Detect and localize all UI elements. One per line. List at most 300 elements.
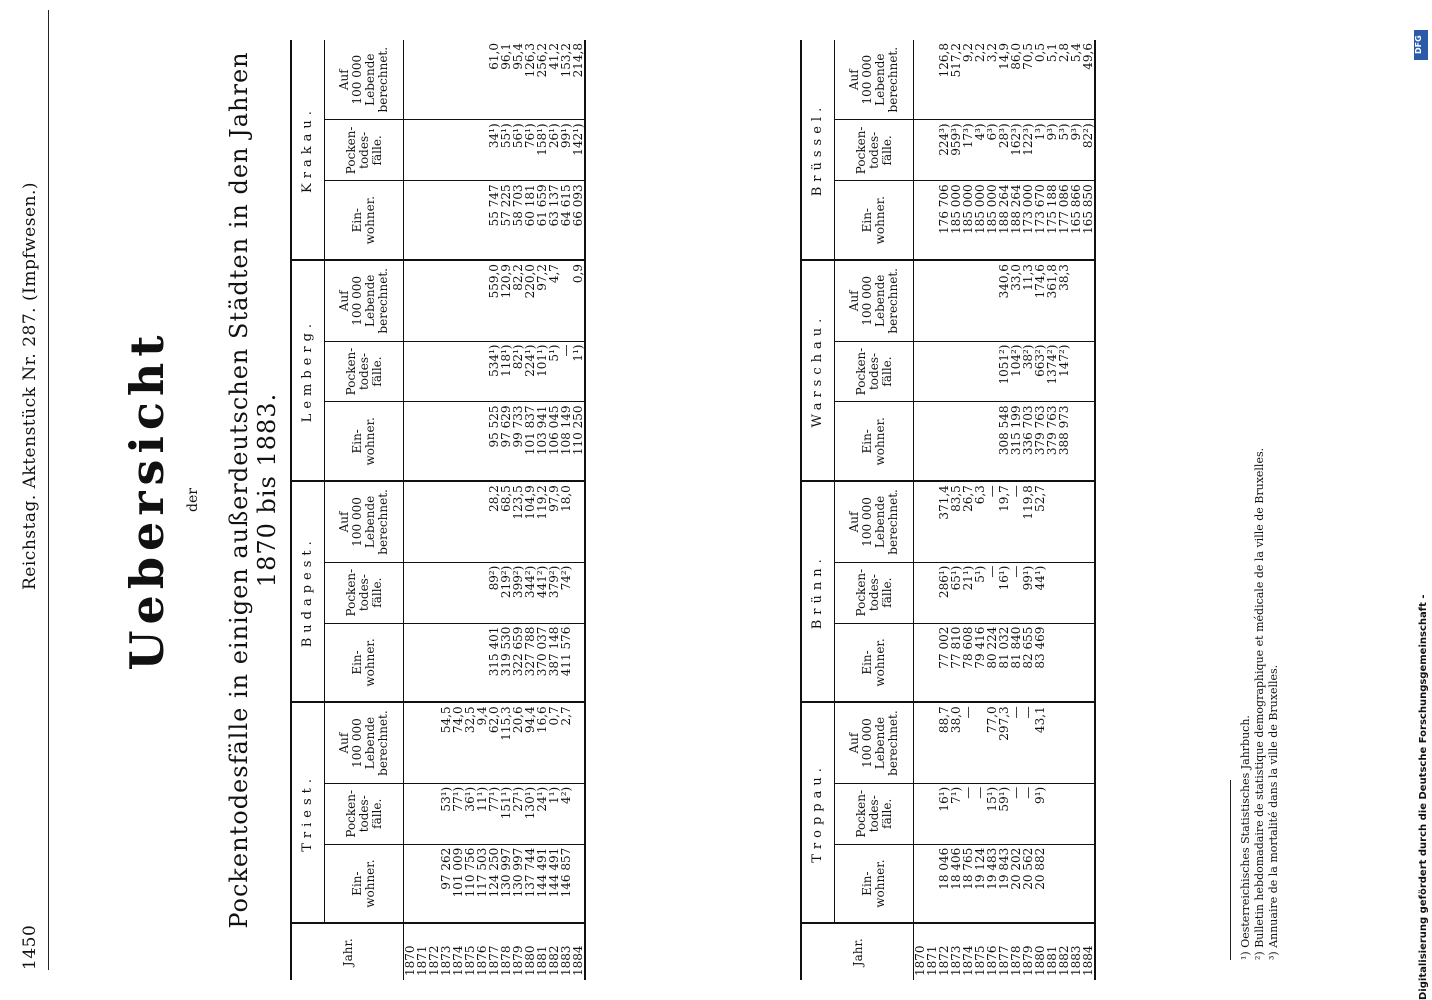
pocken-cell: 59¹) [998, 783, 1010, 844]
pocken-cell: 101¹) [536, 341, 548, 402]
auf-cell [572, 481, 585, 562]
year-cell: 1883 [560, 923, 572, 980]
auf-cell: 86,0 [1010, 40, 1022, 120]
page-number: 1450 [20, 924, 40, 970]
auf-cell: 38,0 [950, 702, 962, 783]
auf-cell: 123,5 [512, 481, 524, 562]
einwohner-cell: 77 002 [938, 623, 950, 702]
auf-cell [416, 481, 428, 562]
auf-cell [1070, 702, 1082, 783]
einwohner-cell: 61 659 [536, 181, 548, 260]
einwohner-cell: 185 000 [974, 181, 986, 260]
table-row [404, 40, 417, 980]
auf-cell: 559,0 [488, 260, 500, 341]
pocken-cell: 76¹) [524, 120, 536, 181]
einwohner-cell: 177 086 [1058, 181, 1070, 260]
auf-cell: 83,5 [950, 481, 962, 562]
einwohner-cell: 117 503 [476, 844, 488, 923]
einwohner-cell: 322 659 [512, 623, 524, 702]
document-subtitle: Pockentodesfälle in einigen außerdeutschen Städten in den Jahren 1870 bis 1883. [225, 51, 281, 929]
year-header: Jahr. [801, 923, 914, 980]
einwohner-cell [572, 623, 585, 702]
footnote-3: ³) Annuaire de la mortalité dans la ville de Bruxelles. [1267, 664, 1280, 960]
pocken-cell: 142¹) [572, 120, 585, 181]
year-cell: 1882 [1058, 923, 1070, 980]
einwohner-cell: 124 250 [488, 844, 500, 923]
pocken-cell [572, 562, 585, 623]
year-cell: 1881 [1046, 923, 1058, 980]
einwohner-cell [1046, 623, 1058, 702]
einwohner-cell: 175 188 [1046, 181, 1058, 260]
pocken-cell [1046, 562, 1058, 623]
auf-cell: 517,2 [950, 40, 962, 120]
auf-cell [572, 702, 585, 783]
auf-cell [938, 260, 950, 341]
auf-cell: 126,3 [524, 40, 536, 120]
einwohner-cell [452, 402, 464, 481]
auf-cell: 115,3 [500, 702, 512, 783]
auf-cell: 95,4 [512, 40, 524, 120]
table-row [440, 40, 452, 980]
auf-cell [1046, 702, 1058, 783]
rate-header: Auf 100 000 Lebende berechnet. [325, 260, 404, 341]
auf-cell [404, 40, 417, 120]
auf-cell [404, 481, 417, 562]
auf-cell: 6,3 [974, 481, 986, 562]
pocken-cell: 55¹) [500, 120, 512, 181]
pocken-header: Pocken- todes- fälle. [835, 562, 914, 623]
einwohner-header: Ein- wohner. [835, 181, 914, 260]
pocken-cell: — [560, 341, 572, 402]
einwohner-cell: 144 491 [548, 844, 560, 923]
year-cell: 1871 [416, 923, 428, 980]
einwohner-cell: 130 997 [500, 844, 512, 923]
pocken-cell [416, 120, 428, 181]
pocken-cell: 1¹) [548, 783, 560, 844]
auf-cell: 33,0 [1010, 260, 1022, 341]
auf-cell [464, 481, 476, 562]
pocken-cell: 118¹) [500, 341, 512, 402]
pocken-cell: 441²) [536, 562, 548, 623]
pocken-cell: 24¹) [536, 783, 548, 844]
auf-cell: 28,2 [488, 481, 500, 562]
pocken-cell [926, 341, 938, 402]
einwohner-cell: 146 857 [560, 844, 572, 923]
pocken-cell [452, 120, 464, 181]
digitization-credit [1410, 20, 1432, 1000]
table-row [428, 40, 440, 980]
einwohner-cell: 79 416 [974, 623, 986, 702]
pocken-cell [938, 341, 950, 402]
table-row [1058, 40, 1070, 980]
pocken-cell [914, 120, 927, 181]
auf-cell: 26,7 [962, 481, 974, 562]
einwohner-cell [1082, 844, 1095, 923]
rate-header: Auf 100 000 Lebende berechnet. [835, 481, 914, 562]
einwohner-cell [974, 402, 986, 481]
auf-cell [404, 260, 417, 341]
city-header: Brünn. [801, 481, 835, 702]
pocken-cell: 9¹) [1034, 783, 1046, 844]
einwohner-cell [926, 402, 938, 481]
pocken-header: Pocken- todes- fälle. [325, 562, 404, 623]
einwohner-cell [464, 623, 476, 702]
pocken-cell [962, 341, 974, 402]
auf-cell [1058, 702, 1070, 783]
rate-header: Auf 100 000 Lebende berechnet. [835, 260, 914, 341]
auf-cell [416, 40, 428, 120]
pocken-cell: 4³) [974, 120, 986, 181]
pocken-cell [572, 783, 585, 844]
pocken-cell [1070, 562, 1082, 623]
einwohner-cell [950, 402, 962, 481]
year-cell: 1875 [974, 923, 986, 980]
year-cell: 1882 [548, 923, 560, 980]
einwohner-cell: 388 973 [1058, 402, 1070, 481]
einwohner-cell [1058, 623, 1070, 702]
einwohner-cell: 19 843 [998, 844, 1010, 923]
pocken-cell: 224³) [938, 120, 950, 181]
auf-cell: 371,4 [938, 481, 950, 562]
pocken-cell: 5³) [1058, 120, 1070, 181]
pocken-cell: 344²) [524, 562, 536, 623]
pocken-cell: 5¹) [548, 341, 560, 402]
einwohner-cell: 176 706 [938, 181, 950, 260]
einwohner-cell: 108 149 [560, 402, 572, 481]
auf-cell [464, 40, 476, 120]
einwohner-cell [416, 181, 428, 260]
auf-cell: — [962, 702, 974, 783]
auf-cell: 256,2 [536, 40, 548, 120]
pocken-cell [1070, 783, 1082, 844]
einwohner-header: Ein- wohner. [325, 623, 404, 702]
einwohner-cell: 97 262 [440, 844, 452, 923]
auf-cell [1082, 481, 1095, 562]
year-cell: 1872 [938, 923, 950, 980]
einwohner-cell: 110 250 [572, 402, 585, 481]
einwohner-cell: 185 000 [950, 181, 962, 260]
auf-cell [914, 40, 927, 120]
pocken-cell: 77¹) [488, 783, 500, 844]
einwohner-cell [938, 402, 950, 481]
table-row [962, 40, 974, 980]
einwohner-cell: 81 032 [998, 623, 1010, 702]
einwohner-cell: 144 491 [536, 844, 548, 923]
pocken-cell [416, 341, 428, 402]
year-header: Jahr. [291, 923, 404, 980]
einwohner-cell: 63 137 [548, 181, 560, 260]
dfg-logo: DFG [1414, 30, 1428, 60]
table-row [560, 40, 572, 980]
einwohner-cell [404, 844, 417, 923]
pocken-cell: 9³) [1046, 120, 1058, 181]
year-cell: 1880 [1034, 923, 1046, 980]
pocken-cell: 534¹) [488, 341, 500, 402]
auf-cell [428, 40, 440, 120]
table-row [416, 40, 428, 980]
einwohner-cell [914, 402, 927, 481]
einwohner-cell: 106 045 [548, 402, 560, 481]
auf-cell: 119,8 [1022, 481, 1034, 562]
einwohner-cell: 101 837 [524, 402, 536, 481]
auf-cell [1046, 481, 1058, 562]
einwohner-cell: 188 264 [998, 181, 1010, 260]
einwohner-cell: 130 997 [512, 844, 524, 923]
auf-cell: 74,0 [452, 702, 464, 783]
einwohner-cell: 97 629 [500, 402, 512, 481]
einwohner-cell: 308 548 [998, 402, 1010, 481]
auf-cell [1070, 260, 1082, 341]
auf-cell [416, 702, 428, 783]
pocken-cell: 89²) [488, 562, 500, 623]
pocken-cell: 6³) [986, 120, 998, 181]
auf-cell: 3,2 [986, 40, 998, 120]
year-cell: 1884 [1082, 923, 1095, 980]
einwohner-cell [404, 623, 417, 702]
einwohner-cell: 20 562 [1022, 844, 1034, 923]
einwohner-cell: 315 401 [488, 623, 500, 702]
einwohner-cell: 58 703 [512, 181, 524, 260]
document-title: Uebersicht [120, 329, 174, 671]
auf-cell: 0,9 [572, 260, 585, 341]
einwohner-cell: 137 744 [524, 844, 536, 923]
pocken-cell: 17³) [962, 120, 974, 181]
auf-cell: 70,5 [1022, 40, 1034, 120]
einwohner-cell: 387 148 [548, 623, 560, 702]
auf-cell: 77,0 [986, 702, 998, 783]
pocken-header: Pocken- todes- fälle. [325, 783, 404, 844]
year-cell: 1883 [1070, 923, 1082, 980]
table-row [974, 40, 986, 980]
pocken-cell: 77¹) [452, 783, 464, 844]
einwohner-cell [1070, 844, 1082, 923]
auf-cell: 38,3 [1058, 260, 1070, 341]
einwohner-cell [572, 844, 585, 923]
auf-cell: 94,4 [524, 702, 536, 783]
einwohner-cell: 173 670 [1034, 181, 1046, 260]
einwohner-cell: 165 850 [1082, 181, 1095, 260]
einwohner-cell [404, 181, 417, 260]
auf-cell: 174,6 [1034, 260, 1046, 341]
auf-cell: 119,2 [536, 481, 548, 562]
auf-cell: 11,3 [1022, 260, 1034, 341]
table-row [1082, 40, 1095, 980]
pocken-cell: 1¹) [572, 341, 585, 402]
auf-cell: 14,9 [998, 40, 1010, 120]
pocken-cell [1046, 783, 1058, 844]
rate-header: Auf 100 000 Lebende berechnet. [835, 702, 914, 783]
einwohner-cell [1058, 844, 1070, 923]
auf-cell: 52,7 [1034, 481, 1046, 562]
pocken-cell [428, 562, 440, 623]
auf-cell: 5,1 [1046, 40, 1058, 120]
einwohner-cell: 185 000 [962, 181, 974, 260]
pocken-cell: 21¹) [962, 562, 974, 623]
auf-cell [1082, 702, 1095, 783]
pocken-cell [1082, 562, 1095, 623]
pocken-cell [440, 341, 452, 402]
pocken-cell: 162³) [1010, 120, 1022, 181]
pocken-cell: 1374²) [1046, 341, 1058, 402]
pocken-cell [452, 341, 464, 402]
pocken-cell [416, 562, 428, 623]
footnotes [1230, 448, 1281, 960]
einwohner-cell: 18 406 [950, 844, 962, 923]
rate-header: Auf 100 000 Lebende berechnet. [325, 702, 404, 783]
auf-cell: 82,2 [512, 260, 524, 341]
pocken-cell: 36¹) [464, 783, 476, 844]
year-cell: 1870 [914, 923, 927, 980]
year-cell: 1878 [1010, 923, 1022, 980]
auf-cell: 41,2 [548, 40, 560, 120]
pocken-cell: 56¹) [512, 120, 524, 181]
pocken-cell: 74²) [560, 562, 572, 623]
year-cell: 1873 [950, 923, 962, 980]
einwohner-cell: 110 756 [464, 844, 476, 923]
pocken-cell [1058, 783, 1070, 844]
pocken-cell: 1³) [1034, 120, 1046, 181]
auf-cell [416, 260, 428, 341]
einwohner-cell: 411 576 [560, 623, 572, 702]
auf-cell [914, 260, 927, 341]
auf-cell: 361,8 [1046, 260, 1058, 341]
auf-cell: 9,2 [962, 40, 974, 120]
einwohner-cell: 55 747 [488, 181, 500, 260]
einwohner-cell [1046, 844, 1058, 923]
pocken-cell: 15¹) [986, 783, 998, 844]
credit-text: Digitalisierung gefördert durch die Deutsche Forschungsgemeinschaft - [1418, 594, 1429, 1000]
year-cell: 1871 [926, 923, 938, 980]
einwohner-cell [1070, 402, 1082, 481]
einwohner-cell: 379 763 [1046, 402, 1058, 481]
city-header: Troppau. [801, 702, 835, 923]
einwohner-cell [914, 181, 927, 260]
auf-cell: 104,9 [524, 481, 536, 562]
einwohner-cell [428, 181, 440, 260]
pocken-cell [1082, 783, 1095, 844]
einwohner-cell [404, 402, 417, 481]
pocken-cell: — [1010, 562, 1022, 623]
einwohner-header: Ein- wohner. [325, 181, 404, 260]
year-cell: 1877 [488, 923, 500, 980]
table-row [452, 40, 464, 980]
year-cell: 1870 [404, 923, 417, 980]
pocken-cell: 82¹) [512, 341, 524, 402]
auf-cell [1058, 481, 1070, 562]
auf-cell [914, 481, 927, 562]
pocken-cell: 5¹) [974, 562, 986, 623]
auf-cell: 32,5 [464, 702, 476, 783]
pocken-cell [950, 341, 962, 402]
einwohner-cell: 101 009 [452, 844, 464, 923]
auf-cell [974, 260, 986, 341]
city-header: Brüssel. [801, 40, 835, 260]
year-cell: 1872 [428, 923, 440, 980]
auf-cell [950, 260, 962, 341]
auf-cell: 153,2 [560, 40, 572, 120]
city-header: Krakau. [291, 40, 325, 260]
einwohner-cell: 315 199 [1010, 402, 1022, 481]
title-connector: der [185, 488, 201, 512]
document-header: Reichstag. Aktenstück Nr. 287. (Impfwesen.) [20, 181, 40, 590]
einwohner-cell: 19 483 [986, 844, 998, 923]
year-cell: 1876 [476, 923, 488, 980]
einwohner-cell: 60 181 [524, 181, 536, 260]
auf-cell: 2,2 [974, 40, 986, 120]
year-cell: 1874 [452, 923, 464, 980]
footnote-2: ²) Bulletin hebdomadaire de statistique demographique et médicale de la ville de Bruxelles. [1253, 447, 1266, 960]
rate-header: Auf 100 000 Lebende berechnet. [325, 40, 404, 120]
einwohner-cell [464, 181, 476, 260]
einwohner-cell: 64 615 [560, 181, 572, 260]
einwohner-cell [416, 402, 428, 481]
pocken-cell: 82²) [1082, 120, 1095, 181]
table-row [914, 40, 927, 980]
einwohner-cell [440, 623, 452, 702]
einwohner-cell [914, 623, 927, 702]
pocken-cell: 130¹) [524, 783, 536, 844]
einwohner-cell: 173 000 [1022, 181, 1034, 260]
table-row [998, 40, 1010, 980]
einwohner-cell: 57 225 [500, 181, 512, 260]
pocken-cell: 53¹) [440, 783, 452, 844]
year-cell: 1873 [440, 923, 452, 980]
auf-cell: 96,1 [500, 40, 512, 120]
rate-header: Auf 100 000 Lebende berechnet. [835, 40, 914, 120]
auf-cell: 62,0 [488, 702, 500, 783]
auf-cell: — [1022, 702, 1034, 783]
einwohner-cell [1070, 623, 1082, 702]
year-cell: 1876 [986, 923, 998, 980]
auf-cell [1082, 260, 1095, 341]
auf-cell [1070, 481, 1082, 562]
pocken-cell: — [962, 783, 974, 844]
einwohner-cell: 18 765 [962, 844, 974, 923]
pocken-cell: — [974, 783, 986, 844]
city-header: Warschau. [801, 260, 835, 481]
auf-cell: 54,5 [440, 702, 452, 783]
einwohner-cell [452, 623, 464, 702]
pocken-cell: 65¹) [950, 562, 962, 623]
auf-cell [962, 260, 974, 341]
auf-cell: 88,7 [938, 702, 950, 783]
table-top [290, 40, 586, 980]
year-cell: 1875 [464, 923, 476, 980]
auf-cell: 220,0 [524, 260, 536, 341]
auf-cell: 297,3 [998, 702, 1010, 783]
table-bottom [800, 40, 1096, 980]
pocken-cell: 99¹) [1022, 562, 1034, 623]
einwohner-header: Ein- wohner. [325, 844, 404, 923]
einwohner-cell: 95 525 [488, 402, 500, 481]
einwohner-cell: 18 046 [938, 844, 950, 923]
einwohner-cell: 165 866 [1070, 181, 1082, 260]
pocken-cell [1058, 562, 1070, 623]
year-cell: 1878 [500, 923, 512, 980]
table-row [1046, 40, 1058, 980]
auf-cell [440, 481, 452, 562]
year-cell: 1877 [998, 923, 1010, 980]
year-cell: 1881 [536, 923, 548, 980]
einwohner-cell [452, 181, 464, 260]
auf-cell [428, 481, 440, 562]
einwohner-cell: 78 608 [962, 623, 974, 702]
pocken-cell: 663²) [1034, 341, 1046, 402]
auf-cell: 0,5 [1034, 40, 1046, 120]
auf-cell [440, 260, 452, 341]
einwohner-cell [428, 623, 440, 702]
auf-cell: 61,0 [488, 40, 500, 120]
